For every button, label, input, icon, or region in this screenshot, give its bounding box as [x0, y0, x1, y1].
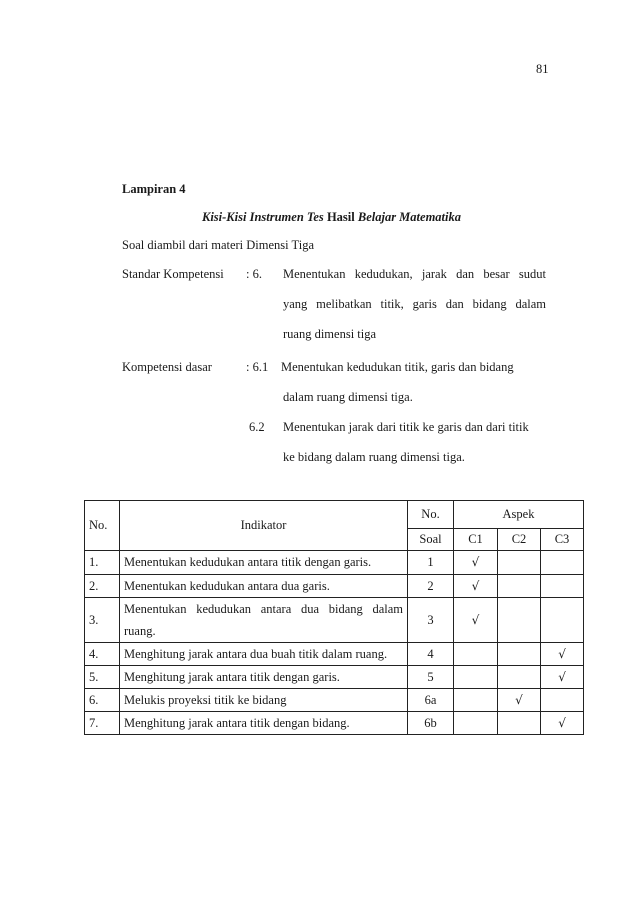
standar-line-1: Menentukan kedudukan, jarak dan besar sudut [283, 267, 546, 281]
row-c3-check [541, 598, 584, 643]
row-indikator: Menghitung jarak antara dua buah titik dalam ruang. [120, 643, 408, 666]
row-c1-check [454, 666, 498, 689]
standar-number: : 6. [246, 267, 262, 281]
row-indikator-line1: Menentukan kedudukan antara dua bidang dalam [124, 602, 403, 616]
header-soal-bottom: Soal [408, 529, 454, 551]
table-row [85, 712, 584, 735]
page-number: 81 [536, 62, 549, 76]
source-line: Soal diambil dari materi Dimensi Tiga [122, 238, 314, 252]
row-c2-check [498, 643, 541, 666]
header-c1: C1 [454, 529, 498, 551]
row-c3-check: √ [541, 643, 584, 666]
kompetensi-item2-number: 6.2 [249, 420, 265, 434]
kompetensi-label: Kompetensi dasar [122, 360, 212, 374]
standar-line-2: yang melibatkan titik, garis dan bidang dalam [283, 297, 546, 311]
header-c3: C3 [541, 529, 584, 551]
standar-label: Standar Kompetensi [122, 267, 224, 281]
row-indikator: Menghitung jarak antara titik dengan bidang. [120, 712, 408, 735]
kompetensi-item1-line2: dalam ruang dimensi tiga. [283, 390, 413, 404]
header-no: No. [85, 501, 120, 551]
row-c2-check [498, 598, 541, 643]
row-no: 1. [85, 551, 120, 575]
header-aspek: Aspek [454, 501, 584, 529]
header-indikator: Indikator [120, 501, 408, 551]
row-no: 7. [85, 712, 120, 735]
row-c1-check: √ [454, 575, 498, 598]
header-c2: C2 [498, 529, 541, 551]
row-soal: 4 [408, 643, 454, 666]
row-soal: 1 [408, 551, 454, 575]
row-c2-check [498, 712, 541, 735]
row-indikator: Menentukan kedudukan antara dua garis. [120, 575, 408, 598]
kompetensi-item1-line1: Menentukan kedudukan titik, garis dan bidang [281, 360, 514, 374]
row-c3-check [541, 575, 584, 598]
row-c3-check [541, 689, 584, 712]
row-indikator: Menentukan kedudukan antara titik dengan garis. [120, 551, 408, 575]
standar-line-3: ruang dimensi tiga [283, 327, 377, 341]
row-no: 4. [85, 643, 120, 666]
row-c3-check: √ [541, 666, 584, 689]
table-row [85, 598, 584, 643]
table-row [85, 643, 584, 666]
row-c1-check [454, 643, 498, 666]
kompetensi-item2-line1: Menentukan jarak dari titik ke garis dan dari titik [283, 420, 529, 434]
kisi-kisi-table [84, 500, 584, 735]
document-title [202, 210, 461, 225]
row-indikator: Melukis proyeksi titik ke bidang [120, 689, 408, 712]
row-c2-check [498, 666, 541, 689]
table-row [85, 551, 584, 575]
row-c2-check [498, 551, 541, 575]
row-c1-check: √ [454, 598, 498, 643]
row-c1-check: √ [454, 551, 498, 575]
row-no: 5. [85, 666, 120, 689]
row-soal: 3 [408, 598, 454, 643]
row-c2-check: √ [498, 689, 541, 712]
table-row [85, 689, 584, 712]
kompetensi-item1-number: : 6.1 [246, 360, 269, 374]
row-c3-check [541, 551, 584, 575]
row-soal: 5 [408, 666, 454, 689]
row-soal: 6b [408, 712, 454, 735]
title-italic-part: Kisi-Kisi Instrumen Tes [202, 210, 324, 224]
row-soal: 6a [408, 689, 454, 712]
header-soal-top: No. [408, 501, 454, 529]
title-upright-part: Hasil [326, 210, 355, 224]
table-row [85, 666, 584, 689]
title-italic-end: Belajar Matematika [357, 210, 461, 224]
row-indikator-line2: ruang. [124, 624, 156, 638]
table-row [85, 575, 584, 598]
kompetensi-item2-line2: ke bidang dalam ruang dimensi tiga. [283, 450, 465, 464]
row-indikator [120, 598, 408, 643]
row-no: 6. [85, 689, 120, 712]
row-soal: 2 [408, 575, 454, 598]
row-c1-check [454, 712, 498, 735]
row-c3-check: √ [541, 712, 584, 735]
row-c1-check [454, 689, 498, 712]
row-no: 2. [85, 575, 120, 598]
appendix-heading: Lampiran 4 [122, 182, 186, 196]
row-no: 3. [85, 598, 120, 643]
row-indikator: Menghitung jarak antara titik dengan garis. [120, 666, 408, 689]
row-c2-check [498, 575, 541, 598]
